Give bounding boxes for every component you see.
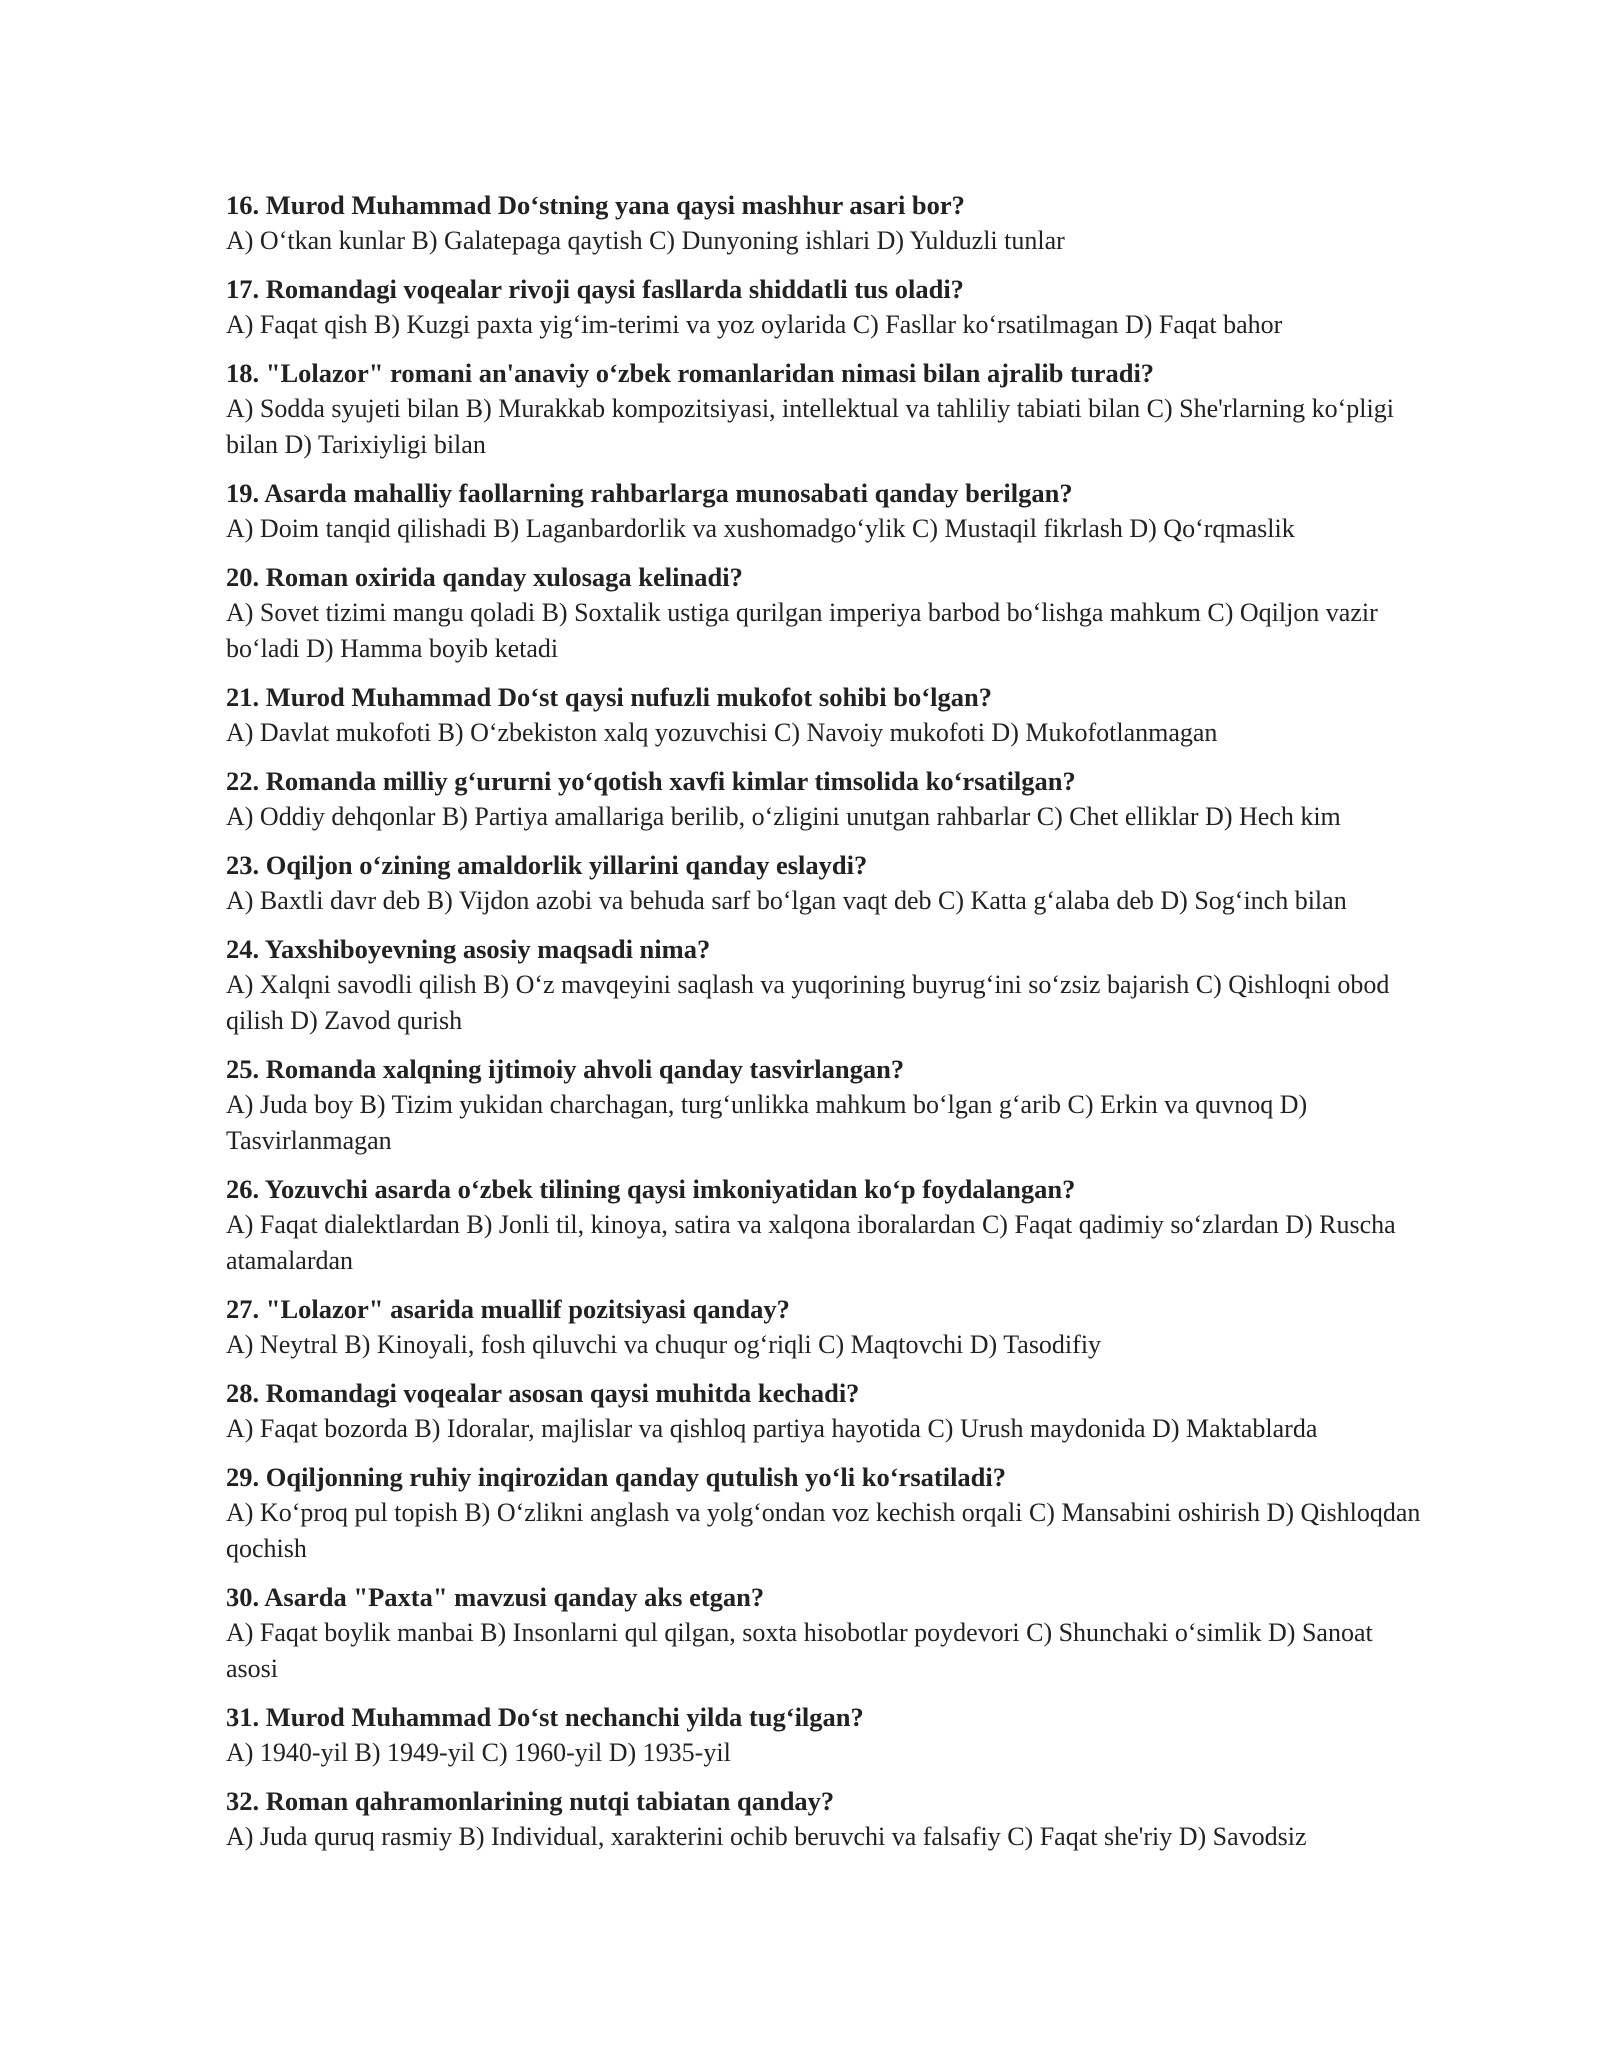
question-text: 16. Murod Muhammad Do‘stning yana qaysi mashhur asari bor?: [226, 190, 965, 220]
answer-options: A) Sodda syujeti bilan B) Murakkab kompozitsiyasi, intellektual va tahliliy tabiati bilan C) She'rlarning ko‘pligi bilan D) Tarixiyligi bilan: [226, 394, 1394, 459]
question-item-21: [226, 679, 1426, 751]
question-item-27: [226, 1291, 1426, 1363]
question-text: 26. Yozuvchi asarda o‘zbek tilining qaysi imkoniyatidan ko‘p foydalangan?: [226, 1174, 1076, 1204]
answer-options: A) 1940-yil B) 1949-yil C) 1960-yil D) 1935-yil: [226, 1738, 731, 1767]
question-text: 23. Oqiljon o‘zining amaldorlik yillarini qanday eslaydi?: [226, 850, 868, 880]
answer-options: A) Faqat dialektlardan B) Jonli til, kinoya, satira va xalqona iboralardan C) Faqat qadimiy so‘zlardan D) Ruscha atamalardan: [226, 1210, 1396, 1275]
question-item-29: [226, 1459, 1426, 1567]
answer-options: A) Faqat boylik manbai B) Insonlarni qul qilgan, soxta hisobotlar poydevori C) Shunchaki o‘simlik D) Sanoat asosi: [226, 1618, 1373, 1683]
question-item-16: [226, 187, 1426, 259]
answer-options: A) Oddiy dehqonlar B) Partiya amallariga berilib, o‘zligini unutgan rahbarlar C) Chet elliklar D) Hech kim: [226, 802, 1341, 831]
answer-options: A) Juda boy B) Tizim yukidan charchagan, turg‘unlikka mahkum bo‘lgan g‘arib C) Erkin va quvnoq D) Tasvirlanmagan: [226, 1090, 1308, 1155]
question-text: 30. Asarda "Paxta" mavzusi qanday aks etgan?: [226, 1582, 765, 1612]
answer-options: A) Doim tanqid qilishadi B) Laganbardorlik va xushomadgo‘ylik C) Mustaqil fikrlash D) Qo‘rqmaslik: [226, 514, 1295, 543]
answer-options: A) Xalqni savodli qilish B) O‘z mavqeyini saqlash va yuqorining buyrug‘ini so‘zsiz bajarish C) Qishloqni obod qilish D) Zavod qurish: [226, 970, 1390, 1035]
answer-options: A) Faqat qish B) Kuzgi paxta yig‘im-terimi va yoz oylarida C) Fasllar ko‘rsatilmagan D) Faqat bahor: [226, 310, 1283, 339]
question-text: 21. Murod Muhammad Do‘st qaysi nufuzli mukofot sohibi bo‘lgan?: [226, 682, 992, 712]
question-item-25: [226, 1051, 1426, 1159]
question-text: 25. Romanda xalqning ijtimoiy ahvoli qanday tasvirlangan?: [226, 1054, 905, 1084]
answer-options: A) Ko‘proq pul topish B) O‘zlikni anglash va yolg‘ondan voz kechish orqali C) Mansabini oshirish D) Qishloqdan qochish: [226, 1498, 1421, 1563]
question-item-19: [226, 475, 1426, 547]
question-item-26: [226, 1171, 1426, 1279]
question-item-18: [226, 355, 1426, 463]
question-text: 22. Romanda milliy g‘ururni yo‘qotish xavfi kimlar timsolida ko‘rsatilgan?: [226, 766, 1076, 796]
question-item-31: [226, 1699, 1426, 1771]
question-text: 29. Oqiljonning ruhiy inqirozidan qanday qutulish yo‘li ko‘rsatiladi?: [226, 1462, 1007, 1492]
answer-options: A) Sovet tizimi mangu qoladi B) Soxtalik ustiga qurilgan imperiya barbod bo‘lishga mahkum C) Oqiljon vazir bo‘ladi D) Hamma boyib ketadi: [226, 598, 1378, 663]
answer-options: A) Faqat bozorda B) Idoralar, majlislar va qishloq partiya hayotida C) Urush maydonida D) Maktablarda: [226, 1414, 1318, 1443]
question-item-23: [226, 847, 1426, 919]
question-text: 19. Asarda mahalliy faollarning rahbarlarga munosabati qanday berilgan?: [226, 478, 1073, 508]
question-item-32: [226, 1783, 1426, 1855]
answer-options: A) Davlat mukofoti B) O‘zbekiston xalq yozuvchisi C) Navoiy mukofoti D) Mukofotlanmagan: [226, 718, 1218, 747]
question-item-24: [226, 931, 1426, 1039]
question-item-17: [226, 271, 1426, 343]
question-text: 31. Murod Muhammad Do‘st nechanchi yilda tug‘ilgan?: [226, 1702, 864, 1732]
question-item-30: [226, 1579, 1426, 1687]
question-text: 18. "Lolazor" romani an'anaviy o‘zbek romanlaridan nimasi bilan ajralib turadi?: [226, 358, 1155, 388]
question-text: 32. Roman qahramonlarining nutqi tabiatan qanday?: [226, 1786, 835, 1816]
question-text: 28. Romandagi voqealar asosan qaysi muhitda kechadi?: [226, 1378, 860, 1408]
question-text: 17. Romandagi voqealar rivoji qaysi fasllarda shiddatli tus oladi?: [226, 274, 964, 304]
document-page: [226, 187, 1426, 1867]
answer-options: A) Juda quruq rasmiy B) Individual, xarakterini ochib beruvchi va falsafiy C) Faqat she'riy D) Savodsiz: [226, 1822, 1307, 1851]
question-item-28: [226, 1375, 1426, 1447]
question-text: 20. Roman oxirida qanday xulosaga kelinadi?: [226, 562, 743, 592]
question-item-22: [226, 763, 1426, 835]
question-text: 24. Yaxshiboyevning asosiy maqsadi nima?: [226, 934, 711, 964]
answer-options: A) Baxtli davr deb B) Vijdon azobi va behuda sarf bo‘lgan vaqt deb C) Katta g‘alaba deb D) Sog‘inch bilan: [226, 886, 1347, 915]
question-item-20: [226, 559, 1426, 667]
answer-options: A) Neytral B) Kinoyali, fosh qiluvchi va chuqur og‘riqli C) Maqtovchi D) Tasodifiy: [226, 1330, 1102, 1359]
answer-options: A) O‘tkan kunlar B) Galatepaga qaytish C) Dunyoning ishlari D) Yulduzli tunlar: [226, 226, 1065, 255]
question-text: 27. "Lolazor" asarida muallif pozitsiyasi qanday?: [226, 1294, 790, 1324]
